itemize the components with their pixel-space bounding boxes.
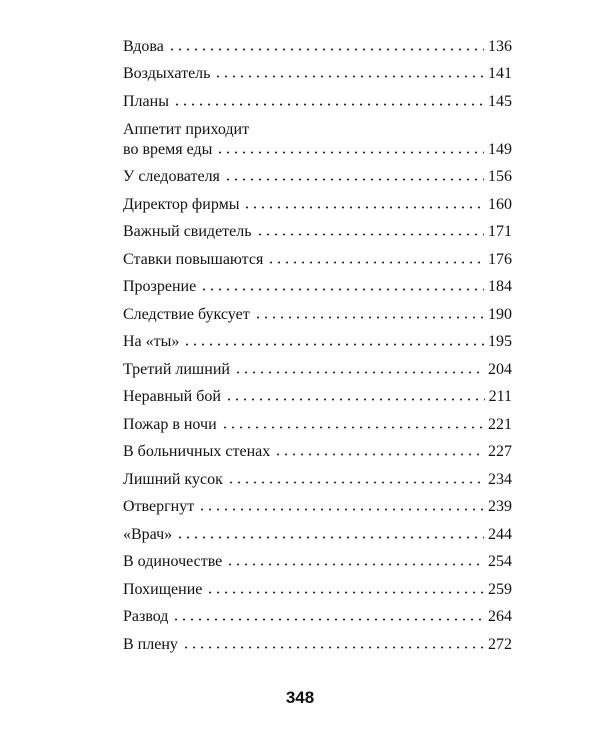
- dot-leader: [243, 205, 484, 210]
- toc-entry-page: 259: [488, 580, 512, 598]
- toc-entry-page: 136: [488, 37, 512, 55]
- toc-entry: [123, 434, 512, 462]
- toc-entry-page: 204: [488, 360, 512, 378]
- toc-entry: [123, 269, 512, 297]
- toc-entry-title: Прозрение: [123, 278, 197, 295]
- toc-entry-page: 239: [488, 498, 512, 515]
- dot-leader: [214, 74, 484, 79]
- toc-entry-title: У следователя: [123, 168, 220, 185]
- toc-entry-title: Третий лишний: [123, 360, 230, 378]
- toc-entry-page: 221: [488, 415, 512, 433]
- toc-entry: [123, 324, 512, 352]
- toc-entry: [123, 56, 512, 84]
- toc-entry: [123, 461, 512, 489]
- toc-entry-page: 244: [488, 525, 512, 543]
- toc-entry-page: 156: [488, 168, 512, 185]
- toc-entry-title: Следствие буксует: [123, 305, 250, 323]
- page-number: 348: [285, 688, 315, 707]
- toc-entry-title: Важный свидетель: [123, 223, 252, 240]
- toc-entry-page: 254: [488, 553, 512, 570]
- toc-entry-page: 176: [488, 250, 512, 268]
- toc-entry: [123, 626, 512, 654]
- toc-entry-title: В плену: [123, 635, 178, 653]
- toc-entry-page: 211: [488, 388, 512, 405]
- toc-entry: [123, 571, 512, 599]
- toc-entry-page: 227: [488, 443, 512, 460]
- toc-entry: [123, 186, 512, 214]
- toc-entry: [123, 296, 512, 324]
- dot-leader: [198, 507, 484, 512]
- toc-entry-page: 145: [488, 92, 512, 110]
- toc-entry-title: Отвергнут: [123, 498, 195, 515]
- dot-leader: [216, 150, 484, 155]
- dot-leader: [173, 102, 484, 107]
- toc-entry-title: Планы: [123, 92, 169, 110]
- dot-leader: [234, 370, 484, 375]
- toc-entry-title-line1: Аппетит приходит: [123, 120, 250, 138]
- dot-leader: [226, 562, 484, 567]
- dot-leader: [172, 617, 484, 622]
- toc-entry-title: Развод: [123, 608, 169, 625]
- toc-entry: [123, 214, 512, 242]
- table-of-contents: [123, 28, 512, 654]
- toc-entry-title: Ставки повышаются: [123, 250, 264, 268]
- toc-entry: [123, 83, 512, 111]
- toc-entry-title: Похищение: [123, 580, 203, 598]
- dot-leader: [183, 342, 484, 347]
- dot-leader: [227, 480, 484, 485]
- toc-entry-title: Вдова: [123, 37, 164, 55]
- dot-leader: [254, 315, 484, 320]
- toc-entry-title: Директор фирмы: [123, 195, 240, 213]
- dot-leader: [225, 397, 485, 402]
- dot-leader: [224, 177, 484, 182]
- toc-entry-page: 141: [488, 65, 512, 82]
- toc-entry: [123, 599, 512, 627]
- toc-entry-title: Пожар в ночи: [123, 415, 217, 433]
- dot-leader: [200, 287, 484, 292]
- toc-entry-page: 184: [488, 278, 512, 295]
- toc-entry: [123, 159, 512, 187]
- dot-leader: [168, 47, 484, 52]
- toc-entry-title: Неравный бой: [123, 388, 221, 405]
- toc-entry-page: 171: [488, 223, 512, 240]
- toc-entry-page: 160: [488, 195, 512, 213]
- toc-entry-title: В больничных стенах: [123, 443, 271, 460]
- toc-entry: [123, 28, 512, 56]
- dot-leader: [267, 260, 484, 265]
- dot-leader: [182, 645, 484, 650]
- dot-leader: [206, 590, 484, 595]
- toc-entry-title: Лишний кусок: [123, 470, 223, 488]
- toc-entry-page: 234: [488, 470, 512, 488]
- toc-entry-page: 195: [488, 333, 512, 350]
- toc-entry-page: 272: [488, 635, 512, 653]
- toc-entry-title: На «ты»: [123, 333, 180, 350]
- toc-entry: [123, 406, 512, 434]
- toc-entry-title: В одиночестве: [123, 553, 223, 570]
- toc-entry: [123, 111, 512, 159]
- toc-entry: [123, 544, 512, 572]
- toc-entry-page: 264: [488, 608, 512, 625]
- toc-entry: [123, 379, 512, 407]
- toc-entry-line2: [123, 140, 512, 159]
- toc-entry-page: 190: [488, 305, 512, 323]
- toc-entry: [123, 489, 512, 517]
- toc-entry: [123, 241, 512, 269]
- toc-entry: [123, 351, 512, 379]
- toc-entry-title: «Врач»: [123, 525, 173, 543]
- toc-entry-title: во время еды: [123, 140, 213, 158]
- dot-leader: [256, 232, 484, 237]
- toc-entry: [123, 516, 512, 544]
- toc-entry-title: Воздыхатель: [123, 65, 211, 82]
- dot-leader: [176, 535, 484, 540]
- dot-leader: [274, 452, 484, 457]
- toc-entry-page: 149: [488, 140, 512, 158]
- dot-leader: [221, 425, 484, 430]
